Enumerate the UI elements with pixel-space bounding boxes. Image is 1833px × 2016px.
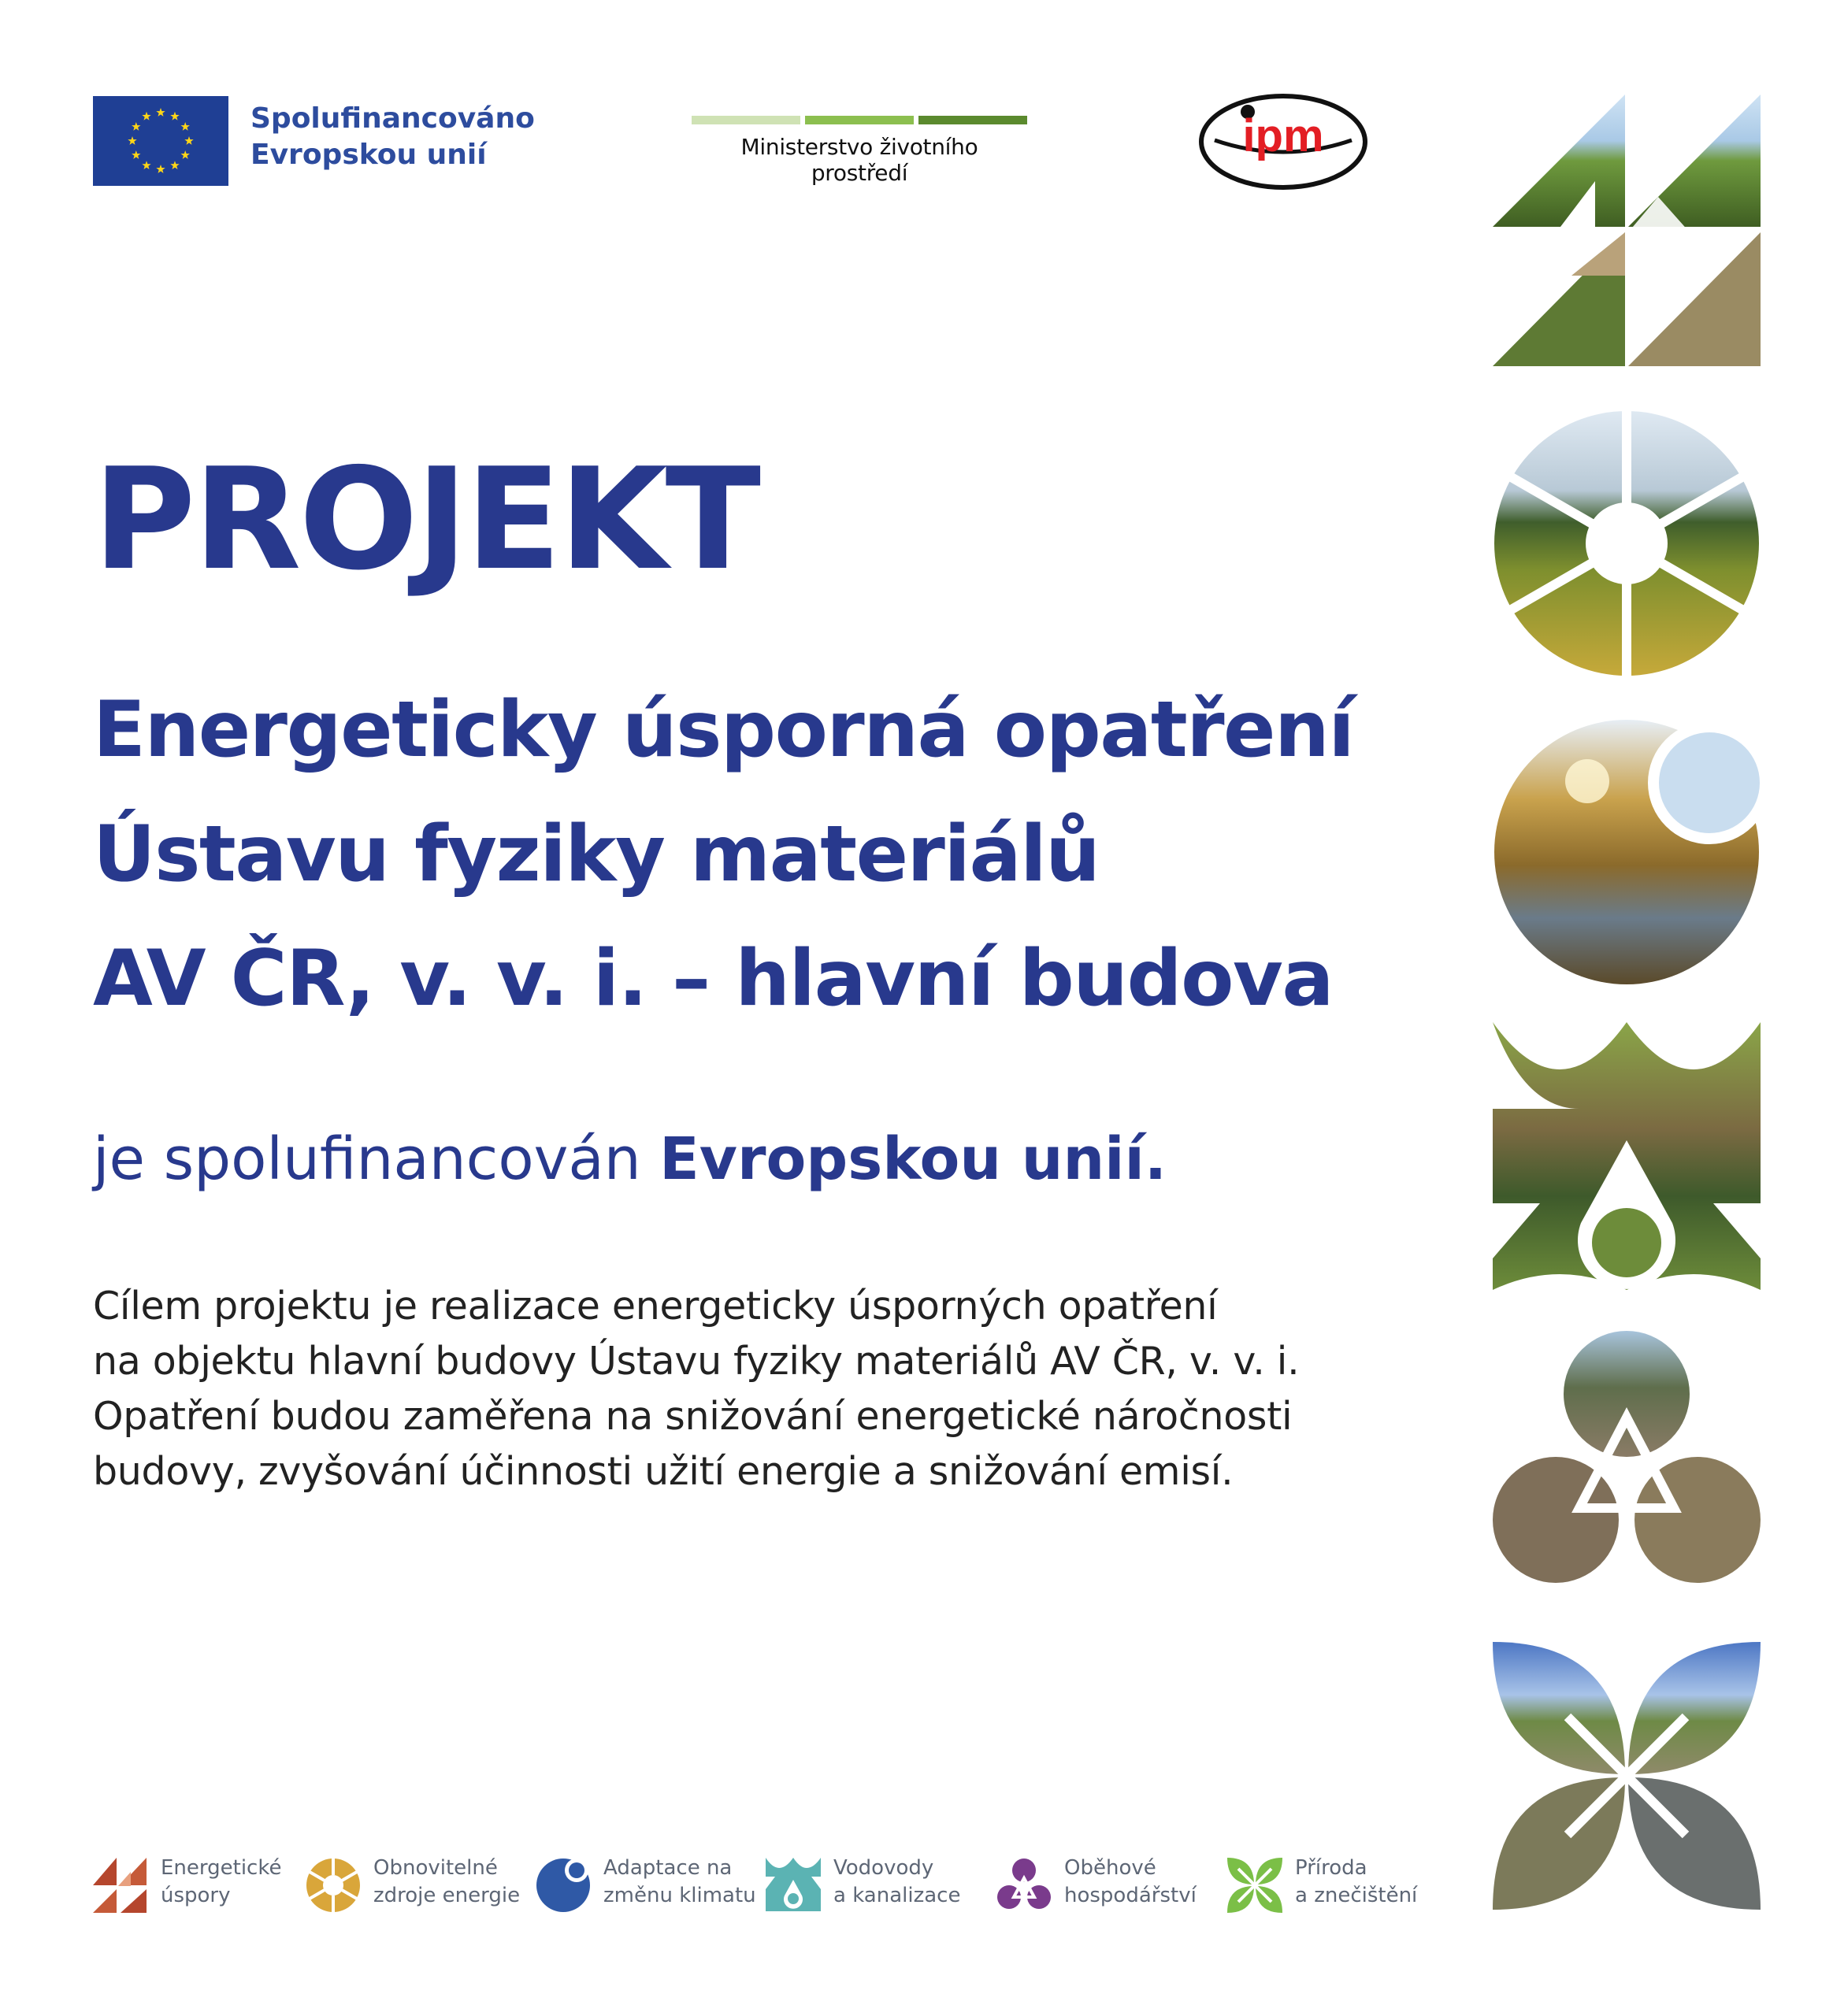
description-line-2: na objektu hlavní budovy Ústavu fyziky materiálů AV ČR, v. v. i. — [93, 1339, 1300, 1384]
circular-economy-icon — [996, 1858, 1052, 1913]
circular-economy-photo-circles — [1493, 1331, 1761, 1583]
eu-line-2: Evropskou unií — [250, 139, 487, 171]
eu-star — [181, 150, 190, 159]
eu-star — [142, 161, 150, 169]
ministry-name: Ministerstvo životního prostředí — [740, 134, 978, 186]
water-sewage-photo-mosaic — [1493, 1022, 1761, 1290]
legend-line-2: úspory — [161, 1884, 231, 1907]
legend-line-1: Energetické — [161, 1856, 282, 1880]
title-line-3: AV ČR, v. v. i. – hlavní budova — [93, 934, 1333, 1024]
cofinanced-statement — [93, 1120, 1167, 1199]
renewable-energy-icon — [306, 1858, 361, 1913]
title-line-2: Ústavu fyziky materiálů — [93, 810, 1100, 899]
project-title — [93, 668, 1353, 1041]
legend-line-1: Příroda — [1295, 1856, 1367, 1880]
legend-line-1: Vodovody — [833, 1856, 934, 1880]
legend-line-2: a kanalizace — [833, 1884, 961, 1907]
title-line-1: Energeticky úsporná opatření — [93, 685, 1354, 775]
eu-star — [132, 122, 140, 131]
eu-star — [170, 161, 179, 169]
eu-star — [184, 136, 193, 145]
eu-line-1: Spolufinancováno — [250, 102, 535, 135]
renewable-energy-photo-circle — [1494, 410, 1759, 677]
description-line-4: budovy, zvyšování účinnosti užití energie a snižování emisí. — [93, 1449, 1234, 1494]
decorative-photo-column — [1493, 94, 1761, 1929]
ministry-logo-bars — [692, 116, 1027, 124]
eu-star — [181, 122, 190, 131]
cofinanced-prefix: je spolufinancován — [93, 1125, 660, 1193]
legend-line-2: a znečištění — [1295, 1884, 1418, 1907]
legend-line-2: změnu klimatu — [603, 1884, 756, 1907]
description-line-3: Opatření budou zaměřena na snižování energetické náročnosti — [93, 1394, 1293, 1439]
eu-star — [142, 112, 150, 120]
nature-pollution-photo-leaves — [1493, 1642, 1761, 1910]
energy-savings-photo-mosaic — [1493, 94, 1761, 366]
water-sewage-icon — [766, 1858, 821, 1913]
legend-line-2: zdroje energie — [373, 1884, 521, 1907]
project-description — [93, 1279, 1299, 1499]
ipm-logo-text: ipm — [1242, 110, 1324, 161]
eu-star — [132, 150, 140, 159]
legend-line-2: hospodářství — [1064, 1884, 1197, 1907]
description-line-1: Cílem projektu je realizace energeticky úsporných opatření — [93, 1284, 1218, 1329]
cofinanced-eu: Evropskou unií. — [659, 1125, 1167, 1193]
eu-star — [156, 165, 165, 173]
page-heading: PROJEKT — [93, 438, 759, 601]
climate-adaptation-icon — [536, 1858, 591, 1913]
eu-flag-icon — [93, 96, 228, 186]
legend-line-1: Oběhové — [1064, 1856, 1156, 1880]
ipm-logo — [1197, 91, 1369, 192]
eu-cofinanced-label — [250, 101, 535, 173]
eu-star — [156, 108, 165, 117]
eu-star — [128, 136, 136, 145]
legend-line-1: Adaptace na — [603, 1856, 733, 1880]
climate-adaptation-photo-circle — [1494, 720, 1761, 984]
legend-line-1: Obnovitelné — [373, 1856, 498, 1880]
energy-savings-icon — [93, 1858, 148, 1913]
eu-star — [170, 112, 179, 120]
nature-pollution-icon — [1227, 1858, 1282, 1913]
